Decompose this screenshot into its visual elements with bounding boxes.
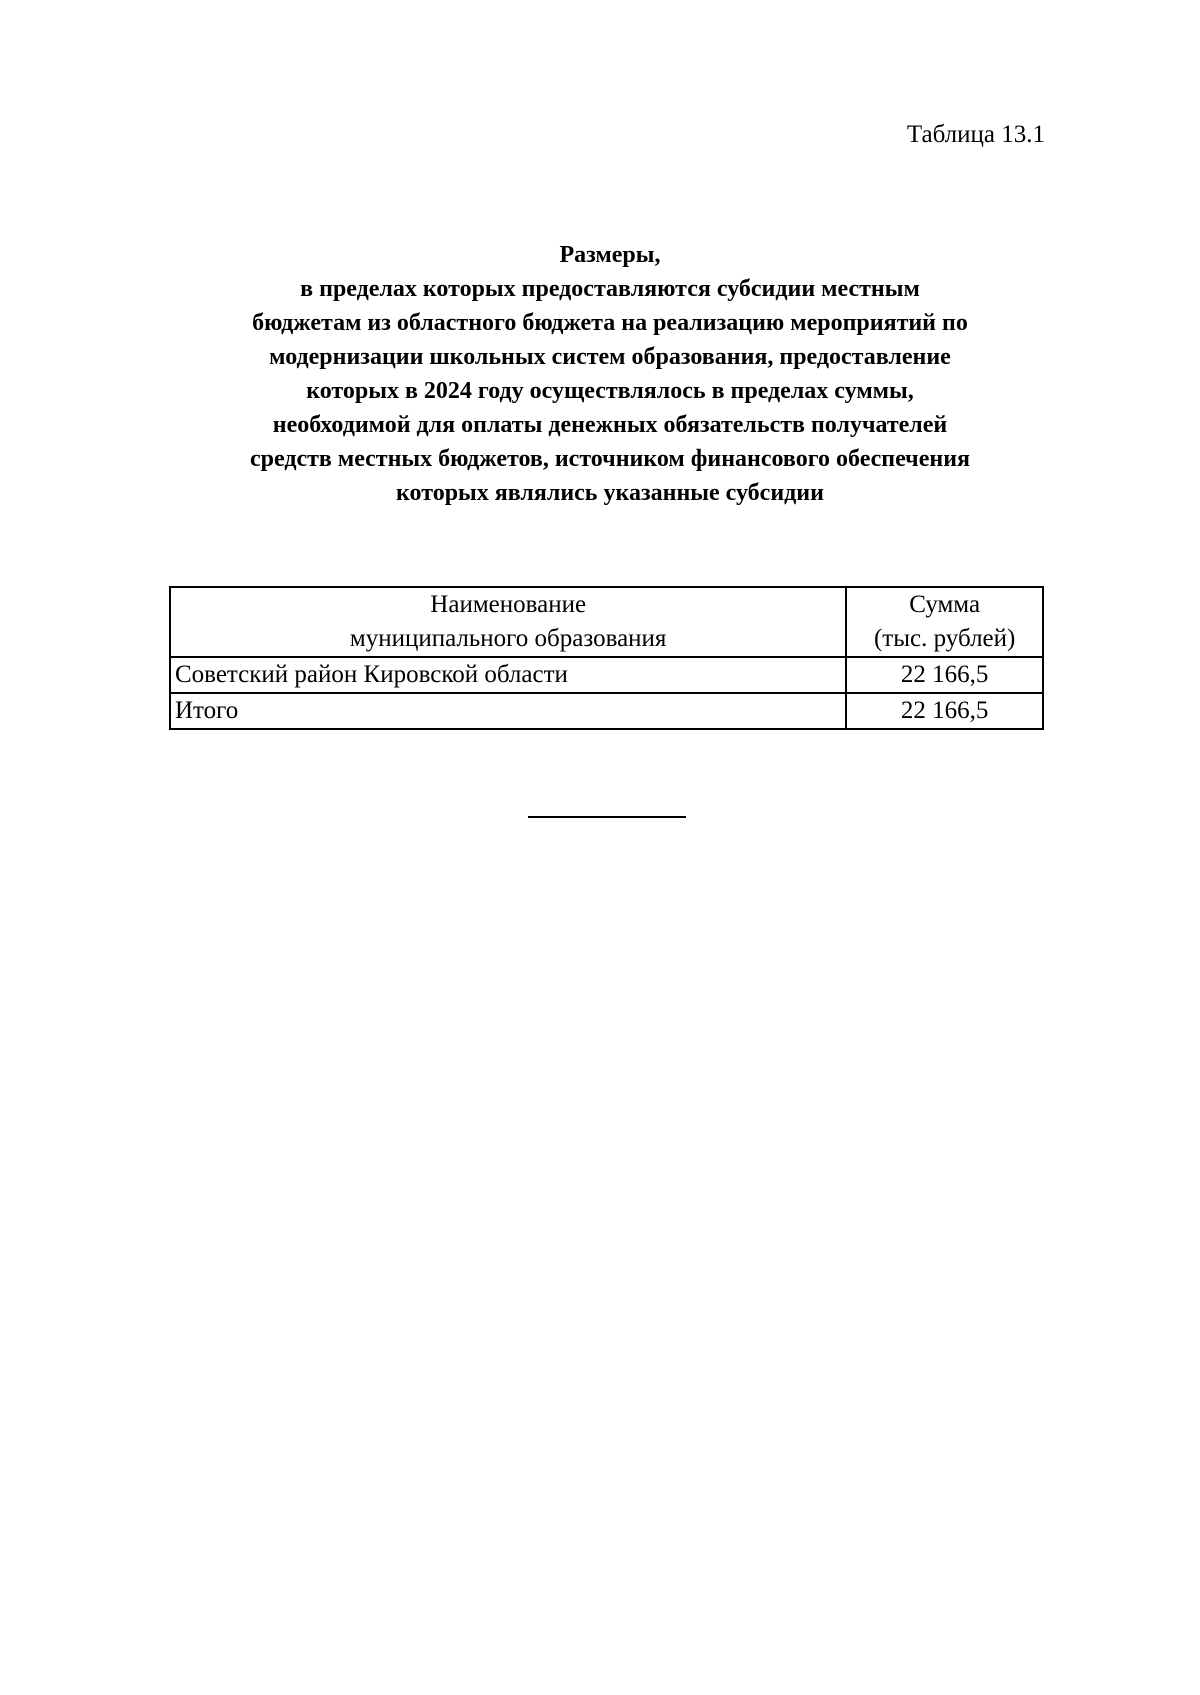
title-line: в пределах которых предоставляются субсидии местным (300, 276, 920, 302)
header-sum-line: Сумма (909, 591, 981, 618)
subsidy-table (169, 586, 1044, 730)
header-sum (846, 587, 1043, 657)
total-sum-value: 22 166,5 (846, 693, 1043, 729)
title-line: бюджетам из областного бюджета на реализацию мероприятий по (252, 310, 968, 336)
title-line: модернизации школьных систем образования, предоставление (269, 344, 951, 370)
header-municipality-line: муниципального образования (349, 625, 667, 652)
table-row (170, 657, 1043, 693)
document-title (130, 238, 1090, 510)
title-line: которых являлись указанные субсидии (396, 480, 824, 506)
header-municipality (170, 587, 846, 657)
header-municipality-line: Наименование (430, 591, 587, 618)
total-label: Итого (170, 693, 846, 729)
title-line: средств местных бюджетов, источником финансового обеспечения (249, 446, 971, 472)
header-sum-line: (тыс. рублей) (873, 625, 1016, 652)
end-separator-line (528, 816, 686, 818)
table-number-label: Таблица 13.1 (906, 121, 1045, 148)
title-line: необходимой для оплаты денежных обязательств получателей (272, 412, 948, 438)
table-total-row (170, 693, 1043, 729)
title-line: которых в 2024 году осуществлялось в пределах суммы, (306, 378, 914, 404)
row-sum-value: 22 166,5 (846, 657, 1043, 693)
table-header-row (170, 587, 1043, 657)
title-line: Размеры, (559, 242, 661, 268)
row-municipality-name: Советский район Кировской области (170, 657, 846, 693)
